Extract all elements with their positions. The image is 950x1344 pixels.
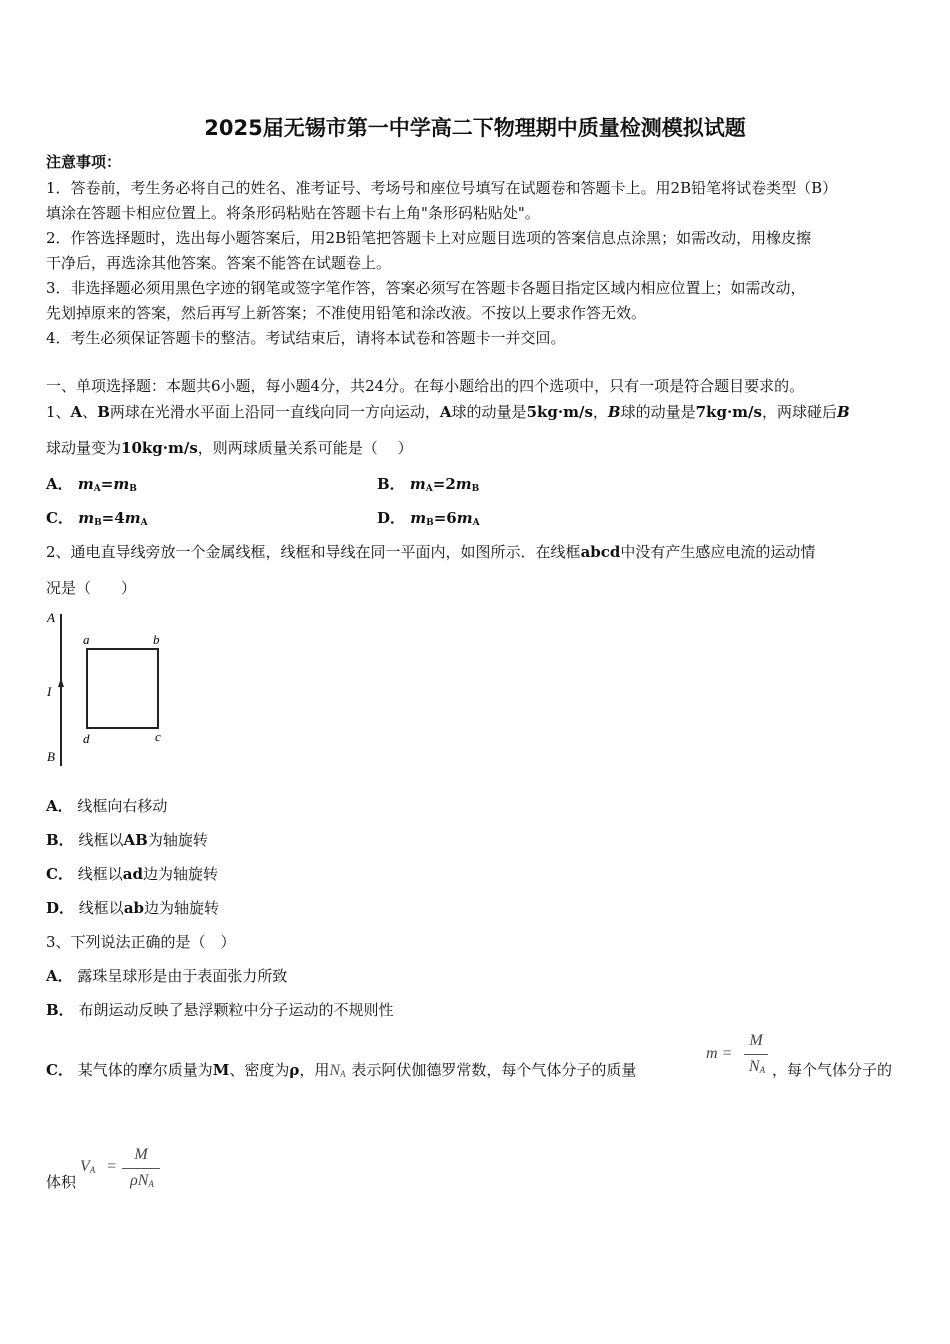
option-label: A．	[46, 967, 73, 985]
math-sub: A	[140, 518, 148, 528]
q1-text: B	[97, 403, 110, 421]
option-label: D．	[377, 509, 406, 527]
q2-text: 中没有产生感应电流的运动情	[620, 543, 816, 561]
fraction-bar	[122, 1168, 160, 1169]
formula-numerator: M	[749, 1032, 763, 1049]
option-text: 线框以	[77, 865, 123, 883]
q1-text: B	[607, 403, 621, 421]
option-label: C．	[46, 509, 73, 527]
option-text: 线框以	[78, 831, 124, 849]
math-sub: B	[426, 518, 434, 528]
avogadro-symbol	[329, 1061, 351, 1084]
option-label: B．	[46, 831, 74, 849]
formula-equals: =	[106, 1158, 117, 1175]
page-title: 2025届无锡市第一中学高二下物理期中质量检测模拟试题	[204, 116, 746, 140]
option-text: 边为轴旋转	[142, 865, 218, 883]
option-label: C．	[46, 1061, 73, 1079]
q2-stem-line-1	[46, 542, 815, 562]
q1-option-c	[46, 508, 148, 533]
math-var: m	[409, 475, 426, 493]
math-var: m	[77, 475, 94, 493]
option-text: 线框向右移动	[77, 797, 168, 815]
math-var: m	[113, 475, 130, 493]
option-text: ad	[122, 865, 143, 883]
math-sub: B	[129, 484, 137, 494]
q2-option-d	[46, 898, 219, 918]
notice-line-1: 1．答卷前，考生务必将自己的姓名、准考证号、考场号和座位号填写在试题卷和答题卡上。用2B铅笔将试卷类型（B）	[46, 179, 838, 197]
current-arrow-icon	[58, 678, 64, 687]
wire-frame-abcd	[87, 649, 158, 728]
option-text: 布朗运动反映了悬浮颗粒中分子运动的不规则性	[78, 1001, 394, 1019]
math-sub: A	[93, 484, 101, 494]
label-b: b	[153, 632, 160, 647]
q2-option-b	[46, 830, 208, 850]
volume-formula	[80, 1146, 164, 1198]
label-I: I	[47, 684, 52, 699]
math-var: V	[80, 1158, 90, 1175]
label-a: a	[83, 632, 90, 647]
q1-stem-line-1	[46, 402, 850, 422]
math-var: m	[410, 509, 427, 527]
option-label: A．	[46, 797, 73, 815]
q1-option-b	[377, 474, 479, 499]
option-label: B．	[377, 475, 405, 493]
formula-denominator	[744, 1058, 770, 1076]
q1-text: A	[70, 403, 83, 421]
notice-line-7: 4．考生必须保证答题卡的整洁。考试结束后，请将本试卷和答题卡一并交回。	[46, 329, 566, 347]
math-op: =4	[101, 509, 125, 527]
notice-line-2: 填涂在答题卡相应位置上。将条形码粘贴在答题卡右上角"条形码粘贴处"。	[46, 204, 540, 222]
option-text: 露珠呈球形是由于表面张力所致	[77, 967, 288, 985]
option-text: 、密度为	[229, 1061, 290, 1079]
q3-option-c-line-1	[46, 1060, 636, 1084]
option-label: D．	[46, 899, 75, 917]
math-sub: A	[340, 1069, 346, 1079]
wire-loop-figure	[40, 606, 180, 770]
q1-text: 1、	[46, 403, 71, 421]
label-d: d	[83, 731, 90, 746]
math-op: =2	[432, 475, 456, 493]
q3-option-c-line-2: 体积	[46, 1173, 77, 1191]
q1-text: 球的动量是	[451, 403, 527, 421]
option-text: 为轴旋转	[147, 831, 208, 849]
option-text: AB	[123, 831, 148, 849]
math-sub: A	[759, 1065, 766, 1075]
q2-text: abcd	[580, 543, 621, 561]
section-heading: 一、单项选择题：本题共6小题，每小题4分，共24分。在每小题给出的四个选项中，只有一项是符合题目要求的。	[46, 377, 805, 395]
q2-text: 2、通电直导线旁放一个金属线框，线框和导线在同一平面内，如图所示．在线框	[46, 543, 581, 561]
option-text: ρ	[289, 1061, 300, 1079]
notice-heading: 注意事项：	[46, 153, 122, 171]
notice-line-3: 2．作答选择题时，选出每小题答案后，用2B铅笔把答题卡上对应题目选项的答案信息点涂黑；如需改动，用橡皮擦	[46, 229, 812, 247]
math-sub: A	[472, 518, 480, 528]
formula-numerator: M	[134, 1146, 148, 1163]
q3-option-b	[46, 1000, 393, 1020]
label-A: A	[47, 610, 55, 625]
option-text: 边为轴旋转	[144, 899, 220, 917]
option-text: ab	[123, 899, 145, 917]
math-sub: A	[425, 484, 433, 494]
option-label: A．	[46, 475, 73, 493]
fraction-bar	[744, 1054, 768, 1055]
option-text: 某气体的摩尔质量为	[77, 1061, 213, 1079]
option-text: 表示阿伏伽德罗常数，每个气体分子的质量	[351, 1061, 637, 1079]
notice-line-5: 3．非选择题必须用黑色字迹的钢笔或签字笔作答，答案必须写在答题卡各题目指定区域内相应位置上；如需改动，	[46, 279, 806, 297]
q1-option-a	[46, 474, 137, 499]
math-op: =6	[433, 509, 457, 527]
q1-stem-line-2	[46, 438, 413, 458]
math-var: ρN	[130, 1172, 149, 1189]
option-text: 线框以	[78, 899, 124, 917]
q1-text: ，两球碰后	[761, 403, 837, 421]
q2-option-a	[46, 796, 167, 816]
option-label: C．	[46, 865, 73, 883]
q1-text: 两球在光滑水平面上沿同一直线向同一方向运动，	[109, 403, 440, 421]
q2-stem-line-2: 况是（ ）	[46, 579, 137, 597]
q3-option-c-tail: ，每个气体分子的	[772, 1061, 893, 1079]
math-var: m	[456, 509, 473, 527]
q1-text: A	[439, 403, 452, 421]
mass-formula	[706, 1032, 768, 1084]
math-sub: A	[148, 1179, 154, 1189]
q1-option-d	[377, 508, 480, 533]
q1-text: 7kg·m/s	[695, 403, 762, 421]
label-c: c	[155, 729, 161, 744]
formula-lhs	[80, 1158, 95, 1176]
math-sub: B	[471, 484, 480, 494]
math-var: N	[748, 1058, 760, 1075]
option-text: M	[212, 1061, 230, 1079]
q1-text: 5kg·m/s	[526, 403, 593, 421]
option-text: ，用	[299, 1061, 330, 1079]
q1-text: 球动量变为	[46, 439, 122, 457]
formula-denominator	[122, 1172, 162, 1190]
formula-lhs: m =	[706, 1045, 733, 1062]
q2-option-c	[46, 864, 218, 884]
q1-text: ，	[592, 403, 608, 421]
label-B: B	[47, 749, 55, 764]
q1-text: B	[836, 403, 850, 421]
math-sub: A	[89, 1165, 96, 1175]
notice-line-4: 干净后，再选涂其他答案。答案不能答在试题卷上。	[46, 254, 392, 272]
math-var: m	[455, 475, 472, 493]
q1-text: 球的动量是	[620, 403, 696, 421]
math-sub: B	[94, 518, 102, 528]
q1-text: 、	[82, 403, 98, 421]
math-var: m	[124, 509, 141, 527]
q3-option-a	[46, 966, 287, 986]
q1-text: ，则两球质量关系可能是（ ）	[197, 439, 413, 457]
math-var: m	[78, 509, 95, 527]
math-op: =	[100, 475, 114, 493]
option-label: B．	[46, 1001, 74, 1019]
q1-text: 10kg·m/s	[121, 439, 198, 457]
notice-line-6: 先划掉原来的答案，然后再写上新答案；不准使用铅笔和涂改液。不按以上要求作答无效。	[46, 304, 647, 322]
math-var: N	[329, 1062, 341, 1079]
q3-stem: 3、下列说法正确的是（ ）	[46, 933, 236, 951]
